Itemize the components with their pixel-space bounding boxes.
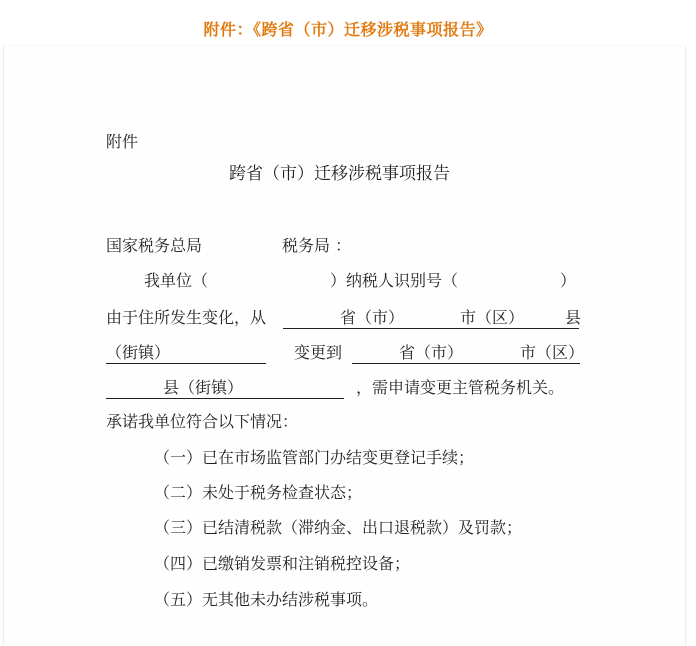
address-change-prefix: 由于住所发生变化，从 (106, 308, 267, 327)
old-city-field: 市（区） (460, 308, 525, 327)
document-page (3, 46, 686, 646)
commitment-intro: 承诺我单位符合以下情况： (106, 412, 299, 431)
document-title: 跨省（市）迁移涉税事项报告 (229, 164, 450, 184)
new-address-field-line (352, 343, 585, 364)
addressee-bureau: 国家税务总局 (106, 236, 203, 255)
taxpayer-id-close: ） (560, 271, 577, 290)
commitment-item: （五）无其他未办结涉税事项。 (154, 590, 379, 609)
commitment-item: （四）已缴销发票和注销税控设备； (154, 554, 411, 573)
old-province-field: 省（市） (340, 308, 405, 327)
change-request-text: ，需申请变更主管税务机关。 (356, 378, 565, 397)
taxpayer-id-label: ）纳税人识别号（ (330, 271, 459, 290)
addressee-local-bureau: 税务局 ： (282, 236, 352, 255)
change-to-label: 变更到 (294, 343, 343, 362)
banner-title: 附件：《跨省（市）迁移涉税事项报告》 (203, 20, 493, 39)
commitment-item: （三）已结清税款（滞纳金、出口退税款）及罚款； (154, 518, 523, 537)
attachment-label: 附件 (106, 132, 139, 151)
new-province-field: 省（市） (399, 343, 464, 362)
commitment-item: （二）未处于税务检查状态； (154, 483, 363, 502)
commitment-item: （一）已在市场监管部门办结变更登记手续； (154, 448, 475, 467)
old-town-field-line (106, 343, 266, 364)
new-city-field: 市（区） (520, 343, 585, 362)
new-county-field-line (106, 378, 344, 399)
unit-name-label: 我单位（ (144, 271, 209, 290)
new-county-field: 县（街镇） (163, 378, 244, 397)
old-county-field: 县 (565, 308, 582, 327)
old-town-field: （街镇） (106, 343, 171, 362)
article-banner (0, 0, 696, 46)
old-address-field-line (283, 308, 582, 329)
